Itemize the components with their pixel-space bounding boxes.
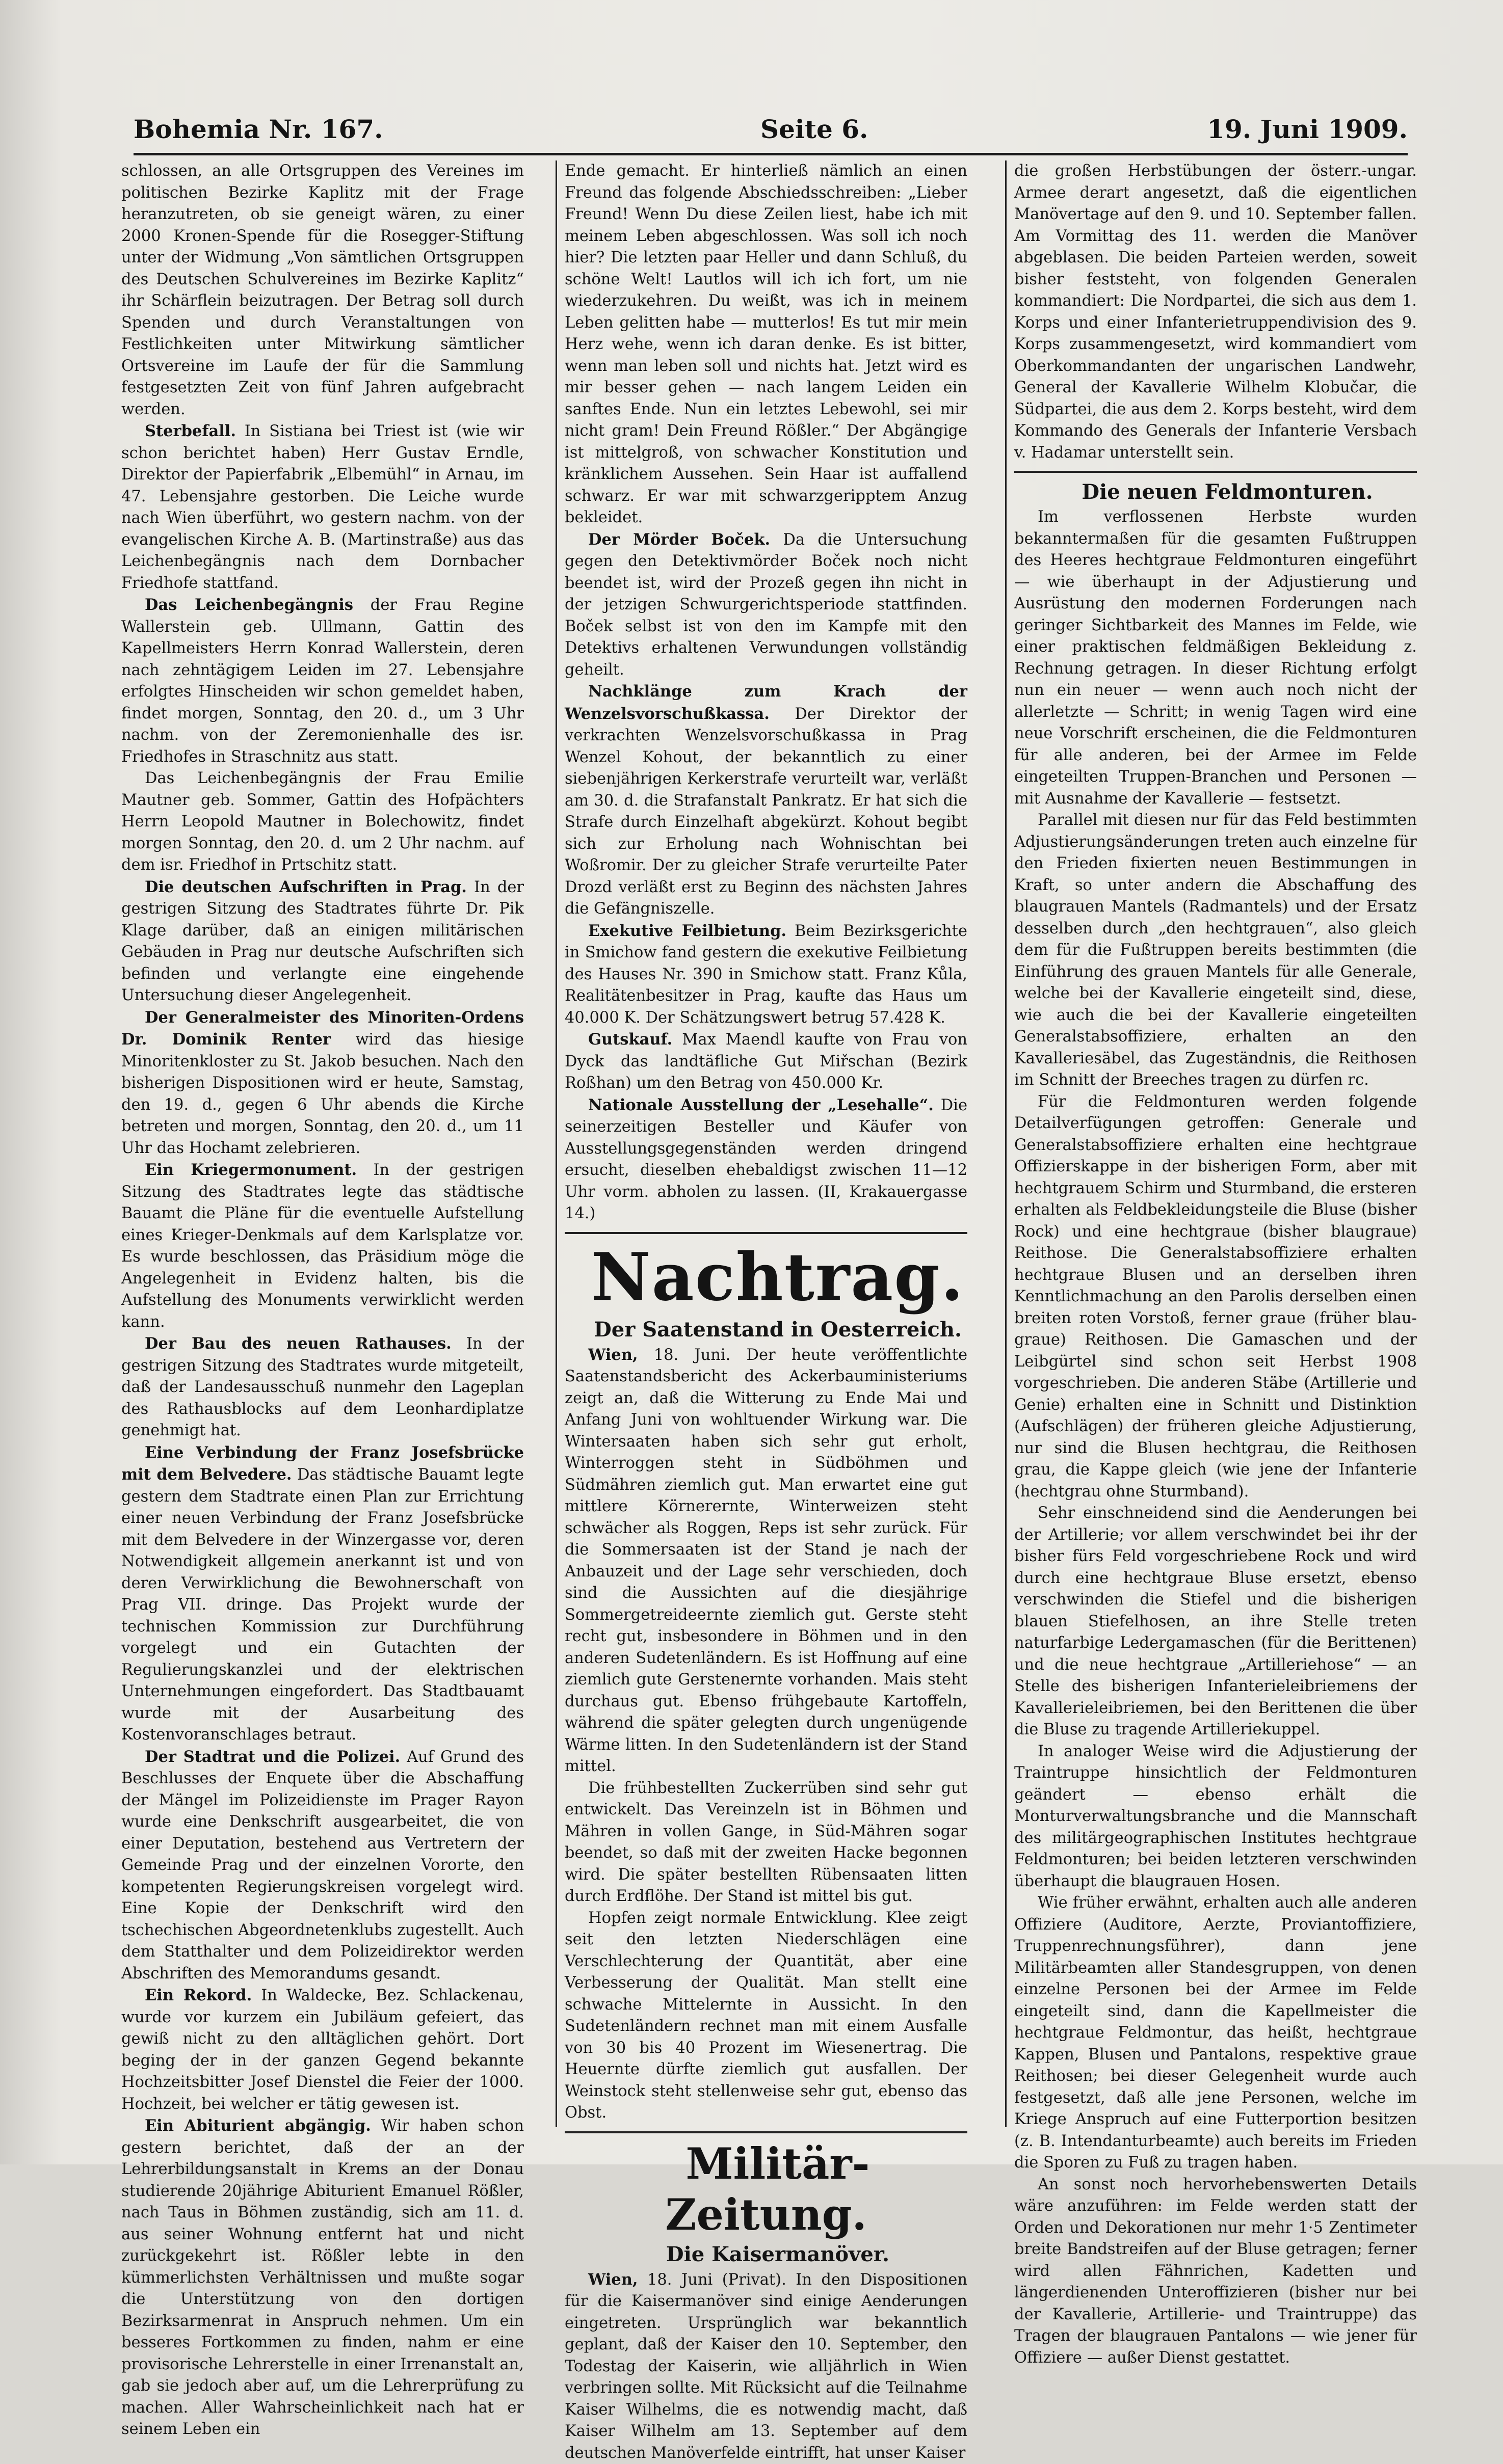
- item-heading: Gutskauf.: [588, 1030, 672, 1049]
- issue-date: 19. Juni 1909.: [1207, 114, 1408, 144]
- article-paragraph: Hopfen zeigt normale Entwicklung. Klee zeigt seit den letzten Niederschlägen eine Verschlechterung der Quantität, aber eine Verbesserung der Qualität. Man stellt eine schwache Mittelernte in Aussicht. In den Sudetenländern rechnet man mit einem Ausfalle von 30 bis 40 Prozent im Wiesenertrag. Die Heuernte dürfte ziemlich gut ausfallen. Der Weinstock steht stellenweise sehr gut, ebenso das Obst.: [565, 1908, 967, 2124]
- news-item: [121, 1333, 524, 1442]
- nachtrag-heading: Nachtrag.: [565, 1239, 967, 1316]
- column-divider: [1005, 160, 1007, 2127]
- item-heading: Der Mörder Boček.: [588, 530, 770, 549]
- page-header: [134, 109, 1408, 155]
- article-paragraph: [565, 2269, 967, 2464]
- item-text: Die seinerzeitigen Besteller und Käufer von Ausstellungsgegenständen werden dringend ersucht, dieselben ehebaldigst zwischen 11—12 Uhr vorm. abholen zu lassen. (II, Krakauergasse 14.): [565, 1096, 967, 1223]
- news-item: [565, 1029, 967, 1094]
- news-item: [121, 420, 524, 594]
- article-paragraph: In analoger Weise wird die Adjustierung der Traintruppe hinsichtlich der Feldmonturen geändert — ebenso erhält die Monturverwaltungsbranche und die Mannschaft des militärgeographischen Institutes hechtgraue Feldmonturen; bei beiden letzteren verschwinden überhaupt die blaugrauen Hosen.: [1014, 1741, 1417, 1893]
- column-divider: [556, 160, 557, 2127]
- item-heading: Ein Rekord.: [145, 1986, 252, 2004]
- item-text: Das städtische Bauamt legte gestern dem Stadtrate einen Plan zur Errichtung einer neuen Verbindung der Franz Josefsbrücke mit dem Belvedere in der Winzergasse vor, deren Notwendigkeit allgemein anerkannt ist und von deren Verwirklichung die Bewohnerschaft von Prag VII. dringe. Das Projekt wurde der technischen Kommission zur Durchführung vorgelegt und ein Gutachten der Regulierungskanzlei und der elektrischen Unternehmungen eingefordert. Das Stadtbauamt wurde mit der Ausarbeitung des Kostenvoranschlages betraut.: [121, 1466, 524, 1744]
- item-heading: Der Generalmeister des Minoriten-Ordens Dr. Dominik Renter: [121, 1008, 524, 1049]
- article-title: Der Saatenstand in Oesterreich.: [565, 1316, 967, 1344]
- news-item: [121, 876, 524, 1007]
- news-item: [565, 1094, 967, 1225]
- section-rule: [565, 2131, 967, 2133]
- article-paragraph: Die frühbestellten Zuckerrüben sind sehr gut entwickelt. Das Vereinzeln ist in Böhmen und Mähren in vollen Gange, in Süd-Mähren sogar beendet, so daß mit der zweiten Hacke begonnen wird. Die später bestellten Rübensaaten litten durch Erdflöhe. Der Stand ist mittel bis gut.: [565, 1778, 967, 1908]
- news-item: [121, 1985, 524, 2115]
- article-paragraph: Für die Feldmonturen werden folgende Detailverfügungen getroffen: Generale und Generalstabsoffiziere erhalten eine hechtgraue Offizierskappe in der bisherigen Form, aber mit hechtgrauem Schirm und Sturmband, die ersteren erhalten als Feldbekleidungsteile die Bluse (bisher Rock) und eine hechtgraue (bisher blaugraue) Reithose. Die Generalstabsoffiziere erhalten hechtgraue Blusen und an derselben ihren Kenntlichmachung an den Parolis derselben einen breiten roten Vorstoß, ferner graue (früher blau-graue) Reithosen. Die Gamaschen und der Leibgürtel sind schon seit Herbst 1908 vorgeschrieben. Die anderen Stäbe (Artillerie und Genie) erhalten eine in Schnitt und Distinktion (Aufschlägen) der früheren gleiche Adjustierung, nur sind die Blusen hechtgrau, die Reithosen grau, die Kappe gleich (wie jene der Infanterie (hechtgrau ohne Sturmband).: [1014, 1091, 1417, 1503]
- item-text: In der gestrigen Sitzung des Stadtrates führte Dr. Pik Klage darüber, daß an einigen militärischen Gebäuden in Prag nur deutsche Aufschriften sich befinden und verlangte eine eingehende Untersuchung dieser Angelegenheit.: [121, 878, 524, 1005]
- item-text: Da die Untersuchung gegen den Detektivmörder Boček noch nicht beendet ist, wird der Prozeß gegen ihn nicht in der jetzigen Schwurgerichtsperiode stattfinden. Boček selbst ist von den im Kampfe mit den Detektivs erhaltenen Verwundungen vollständig geheilt.: [565, 531, 967, 679]
- item-heading: Der Bau des neuen Rathauses.: [145, 1334, 452, 1353]
- item-heading: Ein Kriegermonument.: [145, 1161, 357, 1179]
- item-heading: Nachklänge zum Krach der Wenzelsvorschußkassa.: [565, 682, 967, 723]
- news-item: [121, 594, 524, 768]
- dateline: Wien,: [588, 1346, 638, 1364]
- news-item: [565, 681, 967, 920]
- news-item: [121, 1442, 524, 1746]
- item-heading: Die deutschen Aufschriften in Prag.: [145, 878, 467, 896]
- item-text: Auf Grund des Beschlusses der Enquete über die Abschaffung der Mängel im Polizeidienste im Prager Rayon wurde eine Denkschrift ausgearbeitet, die von einer Deputation, bestehend aus Vertretern der Gemeinde Prag und der einzelnen Vororte, den kompetenten Regierungskreisen vorgelegt wird. Eine Kopie der Denkschrift wird den tschechischen Abgeordnetenklubs zugestellt. Auch dem Statthalter und dem Polizeidirektor werden Abschriften des Memorandums gesandt.: [121, 1748, 524, 1983]
- item-heading: Nationale Ausstellung der „Lesehalle“.: [588, 1096, 934, 1114]
- news-item: [121, 1007, 524, 1160]
- item-text: Wir haben schon gestern berichtet, daß der an der Lehrerbildungsanstalt in Krems an der Donau studierende 20jährige Abiturient Emanuel Rößler, nach Taus in Böhmen zuständig, sich am 11. d. aus seiner Wohnung entfernt hat und nicht zurückgekehrt ist. Rößler lebte in den kümmerlichsten Verhältnissen und mußte sogar die Unterstützung von den dortigen Bezirksarmenrat in Anspruch nehmen. Um ein besseres Fortkommen zu finden, nahm er eine provisorische Lehrerstelle in einer Irrenanstalt an, gab sie jedoch aber auf, um die Lehrerprüfung zu machen. Aller Wahrscheinlichkeit nach hat er seinem Leben ein: [121, 2117, 524, 2438]
- article-paragraph: schlossen, an alle Ortsgruppen des Vereines im politischen Bezirke Kaplitz mit der Frage heranzutreten, ob sie geneigt wären, zu einer 2000 Kronen-Spende für die Rosegger-Stiftung unter der Widmung „Von sämtlichen Ortsgruppen des Deutschen Schulvereines im Bezirke Kaplitz“ ihr Schärflein beizutragen. Der Betrag soll durch Spenden und durch Veranstaltungen von Festlichkeiten unter Mitwirkung sämtlicher Ortsvereine im Laufe der für die Sammlung festgesetzten Zeit von fünf Jahren aufgebracht werden.: [121, 160, 524, 420]
- article-paragraph: An sonst noch hervorhebenswerten Details wäre anzuführen: im Felde werden statt der Orden und Dekorationen nur mehr 1·5 Zentimeter breite Bandstreifen auf der Bluse getragen; ferner wird allen Fähnrichen, Kadetten und längerdienenden Unteroffizieren (bisher nur bei der Kavallerie, Artillerie- und Traintruppe) das Tragen der blaugrauen Pantalons — wie jener für Offiziere — außer Dienst gestattet.: [1014, 2174, 1417, 2369]
- item-text: In der gestrigen Sitzung des Stadtrates legte das städtische Bauamt die Pläne für die eventuelle Aufstellung eines Krieger-Denkmals auf dem Karlsplatze vor. Es wurde beschlossen, das Präsidium möge die Angelegenheit in Evidenz halten, bis die Aufstellung des Monuments verwirklicht werden kann.: [121, 1161, 524, 1331]
- section-rule: [565, 1232, 967, 1234]
- article-title: Die neuen Feldmonturen.: [1014, 478, 1417, 506]
- item-text: Max Maendl kaufte von Frau von Dyck das landtäfliche Gut Miřschan (Bezirk Roßhan) um den Betrag von 450.000 Kr.: [565, 1031, 967, 1092]
- item-heading: Eine Verbindung der Franz Josefsbrücke mit dem Belvedere.: [121, 1443, 524, 1484]
- column-3: [1014, 160, 1417, 2137]
- news-item: [121, 1159, 524, 1333]
- column-2: [565, 160, 967, 2137]
- article-title: Die Kaisermanöver.: [565, 2240, 967, 2269]
- item-heading: Exekutive Feilbietung.: [588, 922, 786, 940]
- article-paragraph: Wie früher erwähnt, erhalten auch alle anderen Offiziere (Auditore, Aerzte, Proviantoffiziere, Truppenrechnungsführer), dann jene Militärbeamten aller Standesgruppen, von denen einzelne Personen bei der Armee im Felde eingeteilt sind, dann die Kapellmeister die hechtgraue Feldmontur, das heißt, hechtgraue Kappen, Blusen und Pantalons, respektive graue Reithosen; bei dieser Gelegenheit wurde auch festgesetzt, daß alle jene Personen, welche im Kriege Anspruch auf eine Futterportion besitzen (z. B. Intendanturbeamte) auch bereits im Frieden die Sporen zu Fuß zu tragen haben.: [1014, 1892, 1417, 2174]
- article-paragraph: Das Leichenbegängnis der Frau Emilie Mautner geb. Sommer, Gattin des Hofpächters Herrn Leopold Mautner in Bolechowitz, findet morgen Sonntag, den 20. d. um 2 Uhr nachm. auf dem isr. Friedhof in Prtschitz statt.: [121, 768, 524, 876]
- item-text: In der gestrigen Sitzung des Stadtrates wurde mitgeteilt, daß der Landesausschuß nunmehr den Lageplan des Rathausblocks auf dem Leonhardiplatze genehmigt hat.: [121, 1335, 524, 1439]
- article-paragraph: Im verflossenen Herbste wurden bekanntermaßen für die gesamten Fußtruppen des Heeres hechtgraue Feldmonturen eingeführt — wie überhaupt in der Adjustierung und Ausrüstung den modernen Forderungen nach geringer Sichtbarkeit des Mannes im Felde, wie einer praktischen feldmäßigen Bekleidung z. Rechnung getragen. In dieser Richtung erfolgt nun ein neuer — wenn auch noch nicht der allerletzte — Schritt; in wenig Tagen wird eine neue Vorschrift erscheinen, die die Feldmonturen für alle anderen, bei der Armee im Felde eingeteilten Truppen-Branchen und Personen — mit Ausnahme der Kavallerie — festsetzt.: [1014, 506, 1417, 810]
- article-paragraph: die großen Herbstübungen der österr.-ungar. Armee derart angesetzt, daß die eigentlichen Manövertage auf den 9. und 10. September fallen. Am Vormittag des 11. werden die Manöver abgeblasen. Die beiden Parteien werden, soweit bisher feststeht, von folgenden Generalen kommandiert: Die Nordpartei, die sich aus dem 1. Korps und einer Infanterietruppendivision des 9. Korps zusammengesetzt, wird kommandiert vom Oberkommandanten der ungarischen Landwehr, General der Kavallerie Wilhelm Klobučar, die Südpartei, die aus dem 2. Korps besteht, wird dem Kommando des Generals der Infanterie Versbach v. Hadamar unterstellt sein.: [1014, 160, 1417, 464]
- item-text: In Sistiana bei Triest ist (wie wir schon berichtet haben) Herr Gustav Erndle, Direktor der Papierfabrik „Elbemühl“ in Arnau, im 47. Lebensjahre gestorben. Die Leiche wurde nach Wien überführt, wo gestern nachm. von der evangelischen Kirche A. B. (Martinstraße) aus das Leichenbegängnis nach dem Dornbacher Friedhofe stattfand.: [121, 422, 524, 592]
- item-text: Der Direktor der verkrachten Wenzelsvorschußkassa in Prag Wenzel Kohout, der bekanntlich zu einer siebenjährigen Kerkerstrafe verurteilt war, verläßt am 30. d. die Strafanstalt Pankratz. Er hat sich die Strafe durch Einzelhaft abgekürzt. Kohout begibt sich zur Erholung nach Wohnischtan bei Woßromir. Der zu gleicher Strafe verurteilte Pater Drozd verläßt erst zu Beginn des nächsten Jahres die Gefängniszelle.: [565, 705, 967, 918]
- item-text: 18. Juni (Privat). In den Dispositionen für die Kaisermanöver sind einige Aenderungen eingetreten. Ursprünglich war bekanntlich geplant, daß der Kaiser den 10. September, den Todestag der Kaiserin, wie alljährlich in Wien verbringen sollte. Mit Rücksicht auf die Teilnahme Kaiser Wilhelms, die es notwendig macht, daß Kaiser Wilhelm am 13. September auf dem deutschen Manöverfelde eintrifft, hat unser Kaiser: [565, 2271, 967, 2462]
- page-number: Seite 6.: [760, 114, 868, 144]
- item-text: wird das hiesige Minoritenkloster zu St. Jakob besuchen. Nach den bisherigen Dispositionen wird er heute, Samstag, den 19. d., gegen 6 Uhr abends die Kirche betreten und morgen, Sonntag, den 20. d., um 11 Uhr das Hochamt zelebrieren.: [121, 1031, 524, 1157]
- column-1: [121, 160, 524, 2137]
- news-item: [565, 920, 967, 1029]
- item-heading: Das Leichenbegängnis: [145, 596, 353, 614]
- article-paragraph: Ende gemacht. Er hinterließ nämlich an einen Freund das folgende Abschiedsschreiben: „Lieber Freund! Wenn Du diese Zeilen liest, habe ich mit meinem Leben abgeschlossen. Was soll ich noch hier? Die letzten paar Heller und dann Schluß, du schöne Welt! Lautlos will ich ich fort, um nie wiederzukehren. Du weißt, was ich in meinem Leben gelitten habe — mutterlos! Es tut mir mein Herz wehe, wenn ich daran denke. Es ist bitter, wenn man leben soll und nichts hat. Jetzt wird es mir besser gehen — nach langem Leiden ein sanftes Ende. Nun ein letztes Lebewohl, sei mir nicht gram! Dein Freund Rößler.“ Der Abgängige ist mittelgroß, von schwacher Konstitution und kränklichem Aussehen. Sein Haar ist auffallend schwarz. Er war mit schwarzgeripptem Anzug bekleidet.: [565, 160, 967, 529]
- news-item: [121, 1746, 524, 1985]
- item-text: Beim Bezirksgerichte in Smichow fand gestern die exekutive Feilbietung des Hauses Nr. 390 in Smichow statt. Franz Kůla, Realitätenbesitzer in Prag, kaufte das Haus um 40.000 K. Der Schätzungswert betrug 57.428 K.: [565, 922, 967, 1027]
- news-item: [565, 529, 967, 681]
- article-paragraph: Parallel mit diesen nur für das Feld bestimmten Adjustierungsänderungen treten auch einzelne für den Frieden fixierten neuen Bestimmungen in Kraft, so unter andern die Abschaffung des blaugrauen Mantels (Radmantels) und der Ersatz desselben durch „den hechtgrauen“, also gleich dem für die Fußtruppen bereits bestimmten (die Einführung des grauen Mantels für alle Generale, welche bei der Kavallerie eingeteilt sind, diese, wie auch die bei der Kavallerie eingeteilten Generalstabsoffiziere, erhalten an den Kavalleriesäbel, das Zugeständnis, die Reithosen im Schnitt der Breeches tragen zu dürfen rc.: [1014, 810, 1417, 1091]
- section-heading: Militär-Zeitung.: [565, 2138, 967, 2240]
- article-paragraph: [565, 1344, 967, 1778]
- item-text: 18. Juni. Der heute veröffentlichte Saatenstandsbericht des Ackerbauministeriums zeigt an, daß die Witterung zu Ende Mai und Anfang Juni von wohltuender Wirkung war. Die Wintersaaten haben sich sehr gut erholt, Winterroggen steht in Südböhmen und Südmähren ziemlich gut. Man erwartet eine gut mittlere Körnerernte, Winterweizen steht schwächer als Roggen, Reps ist sehr zurück. Für die Sommersaaten ist der Stand je nach der Anbauzeit und der Lage sehr verschieden, doch sind die Aussichten auf die diesjährige Sommergetreideernte ziemlich gut. Gerste steht recht gut, insbesondere in Böhmen und in den anderen Sudetenländern. Es ist Hoffnung auf eine ziemlich gute Gerstenernte vorhanden. Mais steht durchaus gut. Ebenso frühgebaute Kartoffeln, während die später gelegten durch ungenügende Wärme litten. In den Sudetenländern ist der Stand mittel.: [565, 1346, 967, 1776]
- item-heading: Ein Abiturient abgängig.: [145, 2117, 371, 2135]
- masthead-issue: Bohemia Nr. 167.: [134, 114, 383, 144]
- item-text: In Waldecke, Bez. Schlackenau, wurde vor kurzem ein Jubiläum gefeiert, das gewiß nicht zu den alltäglichen gehört. Dort beging der in der ganzen Gegend bekannte Hochzeitsbitter Josef Dienstel die Feier der 1000. Hochzeit, bei welcher er tätig gewesen ist.: [121, 1987, 524, 2113]
- dateline: Wien,: [588, 2270, 638, 2289]
- item-heading: Sterbefall.: [145, 422, 236, 440]
- item-heading: Der Stadtrat und die Polizei.: [145, 1748, 400, 1766]
- item-text: der Frau Regine Wallerstein geb. Ullmann, Gattin des Kapellmeisters Herrn Konrad Wallerstein, deren nach zehntägigem Leiden im 27. Lebensjahre erfolgtes Hinscheiden wir schon gemeldet haben, findet morgen, Sonntag, den 20. d., um 3 Uhr nachm. von der Zeremonienhalle des isr. Friedhofes in Straschnitz aus statt.: [121, 596, 524, 766]
- news-item: [121, 2115, 524, 2441]
- article-paragraph: Sehr einschneidend sind die Aenderungen bei der Artillerie; vor allem verschwindet bei ihr der bisher fürs Feld vorgeschriebene Rock und wird durch eine hechtgraue Bluse ersetzt, ebenso verschwinden die Stiefel und die bisherigen blauen Stiefelhosen, an ihre Stelle treten naturfarbige Ledergamaschen (für die Berittenen) und die neue hechtgraue „Artilleriehose“ — an Stelle des bisherigen Infanterieleibriemens der Kavallerieleibriemen, bei den Berittenen die über die Bluse zu tragende Artilleriekuppel.: [1014, 1503, 1417, 1741]
- section-rule: [1014, 471, 1417, 473]
- header-rule: [134, 153, 1408, 155]
